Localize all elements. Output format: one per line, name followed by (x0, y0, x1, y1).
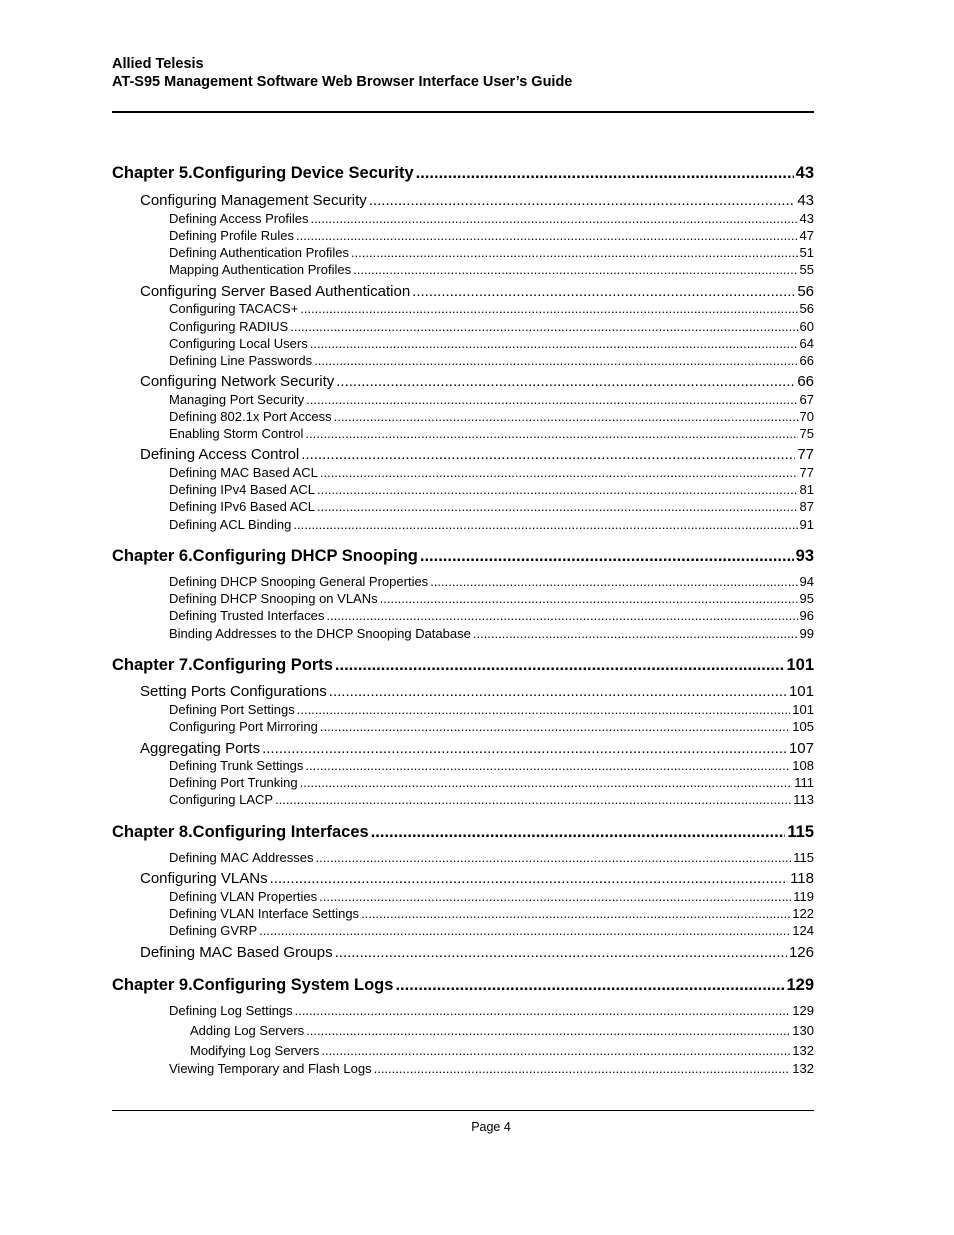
toc-entry-title: Aggregating Ports (140, 740, 261, 757)
dot-leader (353, 262, 797, 278)
toc-entry-page: 67 (799, 392, 814, 407)
toc-entry-title: Defining GVRP (169, 923, 258, 938)
dot-leader (335, 944, 787, 962)
toc-chapter-entry[interactable] (112, 975, 814, 995)
dot-leader (310, 336, 798, 352)
toc-subsection-entry[interactable] (169, 426, 814, 442)
toc-entry-page: 130 (792, 1023, 814, 1038)
toc-subsection-entry[interactable] (190, 1043, 814, 1059)
toc-entry-title: Defining Profile Rules (169, 228, 295, 243)
toc-entry-title: Chapter 7.Configuring Ports (112, 656, 333, 674)
toc-entry-page: 96 (799, 608, 814, 623)
dot-leader (295, 1003, 791, 1019)
toc-subsection-entry[interactable] (169, 353, 814, 369)
toc-entry-page: 107 (788, 740, 814, 757)
toc-entry-title: Defining Line Passwords (169, 353, 313, 368)
dot-leader (301, 446, 795, 464)
dot-leader (319, 889, 791, 905)
toc-entry-title: Defining ACL Binding (169, 517, 292, 532)
dot-leader (259, 923, 790, 939)
toc-entry-title: Defining VLAN Interface Settings (169, 906, 360, 921)
toc-entry-page: 119 (793, 889, 814, 904)
toc-entry-title: Configuring Port Mirroring (169, 719, 318, 734)
toc-entry-title: Defining MAC Addresses (169, 850, 314, 865)
toc-entry-page: 47 (799, 228, 814, 243)
toc-entry-page: 111 (794, 775, 814, 790)
toc-entry-page: 94 (799, 574, 814, 589)
toc-section-entry[interactable] (140, 944, 814, 962)
toc-entry-page: 118 (790, 870, 814, 887)
dot-leader (416, 163, 794, 183)
dot-leader (395, 975, 784, 995)
toc-subsection-entry[interactable] (169, 262, 814, 278)
dot-leader (430, 574, 797, 590)
toc-entry-page: 77 (797, 446, 814, 463)
toc-entry-title: Setting Ports Configurations (140, 683, 327, 700)
toc-subsection-entry[interactable] (169, 719, 814, 735)
toc-entry-title: Defining IPv6 Based ACL (169, 499, 315, 514)
toc-section-entry[interactable] (140, 192, 814, 210)
toc-entry-page: 95 (799, 591, 814, 606)
dot-leader (300, 775, 793, 791)
toc-subsection-entry[interactable] (169, 1003, 814, 1019)
toc-chapter-entry[interactable] (112, 655, 814, 675)
toc-section-entry[interactable] (140, 283, 814, 301)
toc-entry-title: Chapter 6.Configuring DHCP Snooping (112, 547, 418, 565)
dot-leader (305, 758, 790, 774)
toc-subsection-entry[interactable] (169, 517, 814, 533)
toc-subsection-entry[interactable] (169, 626, 814, 642)
toc-subsection-entry[interactable] (169, 758, 814, 774)
page-header (112, 55, 814, 91)
toc-subsection-entry[interactable] (169, 608, 814, 624)
toc-entry-title: Configuring Server Based Authentication (140, 283, 411, 300)
toc-entry-title: Configuring LACP (169, 792, 274, 807)
toc-entry-title: Configuring Management Security (140, 192, 367, 209)
toc-section-entry[interactable] (140, 446, 814, 464)
toc-chapter-entry[interactable] (112, 163, 814, 183)
toc-entry-title: Binding Addresses to the DHCP Snooping Database (169, 626, 471, 641)
toc-entry-title: Defining MAC Based ACL (169, 465, 318, 480)
toc-subsection-entry[interactable] (169, 574, 814, 590)
dot-leader (412, 283, 795, 301)
toc-entry-title: Defining Port Trunking (169, 775, 298, 790)
toc-entry-page: 115 (787, 823, 814, 841)
toc-entry-page: 56 (799, 301, 814, 316)
toc-entry-title: Enabling Storm Control (169, 426, 304, 441)
toc-entry-page: 81 (799, 482, 814, 497)
dot-leader (262, 740, 787, 758)
page-number: Page 4 (471, 1120, 511, 1134)
toc-entry-page: 43 (797, 192, 814, 209)
toc-entry-title: Defining Access Profiles (169, 211, 309, 226)
toc-entry-title: Defining Port Settings (169, 702, 295, 717)
toc-entry-page: 51 (799, 245, 814, 260)
dot-leader (369, 192, 796, 210)
toc-entry-title: Defining DHCP Snooping on VLANs (169, 591, 378, 606)
toc-entry-page: 101 (792, 702, 814, 717)
toc-subsection-entry[interactable] (169, 1061, 814, 1077)
dot-leader (473, 626, 798, 642)
toc-entry-title: Managing Port Security (169, 392, 305, 407)
toc-entry-page: 129 (792, 1003, 814, 1018)
toc-entry-title: Defining Access Control (140, 446, 300, 463)
toc-subsection-entry[interactable] (169, 906, 814, 922)
toc-entry-page: 132 (792, 1061, 814, 1076)
toc-subsection-entry[interactable] (169, 228, 814, 244)
dot-leader (335, 655, 785, 675)
dot-leader (297, 702, 791, 718)
toc-entry-title: Configuring TACACS+ (169, 301, 299, 316)
toc-entry-title: Defining MAC Based Groups (140, 944, 333, 961)
toc-entry-page: 124 (792, 923, 814, 938)
toc-entry-page: 66 (799, 353, 814, 368)
toc-entry-page: 126 (788, 944, 814, 961)
dot-leader (290, 319, 797, 335)
dot-leader (336, 373, 795, 391)
toc-entry-title: Modifying Log Servers (190, 1043, 320, 1058)
toc-entry-page: 132 (792, 1043, 814, 1058)
toc-subsection-entry[interactable] (169, 792, 814, 808)
toc-entry-page: 87 (799, 499, 814, 514)
dot-leader (320, 465, 798, 481)
toc-subsection-entry[interactable] (169, 591, 814, 607)
toc-entry-title: Adding Log Servers (190, 1023, 305, 1038)
toc-entry-page: 56 (797, 283, 814, 300)
toc-entry-title: Configuring RADIUS (169, 319, 289, 334)
toc-subsection-entry[interactable] (169, 850, 814, 866)
toc-entry-page: 43 (795, 164, 814, 182)
toc-entry-page: 122 (792, 906, 814, 921)
guide-title: AT-S95 Management Software Web Browser Interface User’s Guide (112, 74, 573, 90)
toc-entry-page: 55 (799, 262, 814, 277)
toc-entry-title: Chapter 8.Configuring Interfaces (112, 823, 369, 841)
toc-subsection-entry[interactable] (169, 465, 814, 481)
dot-leader (296, 228, 798, 244)
toc-entry-title: Defining Authentication Profiles (169, 245, 349, 260)
dot-leader (293, 517, 797, 533)
toc-subsection-entry[interactable] (169, 211, 814, 227)
dot-leader (361, 906, 790, 922)
toc-subsection-entry[interactable] (190, 1023, 814, 1039)
toc-entry-title: Defining Trunk Settings (169, 758, 304, 773)
toc-entry-title: Defining IPv4 Based ACL (169, 482, 315, 497)
footer-rule (112, 1110, 814, 1111)
toc-subsection-entry[interactable] (169, 409, 814, 425)
toc-entry-title: Mapping Authentication Profiles (169, 262, 352, 277)
dot-leader (316, 850, 792, 866)
toc-subsection-entry[interactable] (169, 245, 814, 261)
toc-subsection-entry[interactable] (169, 889, 814, 905)
toc-entry-page: 77 (799, 465, 814, 480)
toc-entry-title: Configuring VLANs (140, 870, 268, 887)
toc-entry-page: 64 (799, 336, 814, 351)
dot-leader (310, 211, 797, 227)
toc-subsection-entry[interactable] (169, 923, 814, 939)
toc-chapter-entry[interactable] (112, 546, 814, 566)
dot-leader (314, 353, 797, 369)
toc-section-entry[interactable] (140, 683, 814, 701)
dot-leader (306, 1023, 790, 1039)
toc-entry-title: Defining DHCP Snooping General Properties (169, 574, 429, 589)
toc-entry-page: 115 (793, 850, 814, 865)
dot-leader (300, 301, 797, 317)
toc-entry-title: Defining Log Settings (169, 1003, 293, 1018)
toc-entry-title: Viewing Temporary and Flash Logs (169, 1061, 372, 1076)
toc-entry-page: 105 (792, 719, 814, 734)
toc-entry-page: 129 (786, 976, 814, 994)
toc-section-entry[interactable] (140, 740, 814, 758)
dot-leader (334, 409, 798, 425)
dot-leader (320, 719, 790, 735)
toc-entry-title: Configuring Local Users (169, 336, 308, 351)
toc-entry-page: 60 (799, 319, 814, 334)
toc-entry-page: 66 (797, 373, 814, 390)
toc-section-entry[interactable] (140, 373, 814, 391)
toc-entry-page: 113 (793, 792, 814, 807)
dot-leader (420, 546, 794, 566)
toc-subsection-entry[interactable] (169, 301, 814, 317)
dot-leader (305, 426, 797, 442)
dot-leader (317, 499, 798, 515)
dot-leader (306, 392, 797, 408)
header-rule (112, 111, 814, 113)
toc-entry-page: 108 (792, 758, 814, 773)
toc-subsection-entry[interactable] (169, 482, 814, 498)
toc-entry-page: 75 (799, 426, 814, 441)
toc-entry-title: Chapter 9.Configuring System Logs (112, 976, 394, 994)
toc-entry-title: Defining VLAN Properties (169, 889, 318, 904)
toc-entry-page: 99 (799, 626, 814, 641)
toc-subsection-entry[interactable] (169, 702, 814, 718)
toc-entry-page: 70 (799, 409, 814, 424)
toc-entry-page: 43 (799, 211, 814, 226)
toc-subsection-entry[interactable] (169, 319, 814, 335)
toc-entry-title: Defining Trusted Interfaces (169, 608, 325, 623)
toc-subsection-entry[interactable] (169, 499, 814, 515)
toc-entry-page: 101 (788, 683, 814, 700)
toc-entry-page: 101 (786, 656, 814, 674)
toc-subsection-entry[interactable] (169, 775, 814, 791)
dot-leader (351, 245, 798, 261)
company-name: Allied Telesis (112, 56, 204, 72)
toc-entry-title: Configuring Network Security (140, 373, 335, 390)
dot-leader (321, 1043, 790, 1059)
toc-chapter-entry[interactable] (112, 822, 814, 842)
toc-entry-page: 91 (799, 517, 814, 532)
dot-leader (374, 1061, 791, 1077)
dot-leader (326, 608, 797, 624)
toc-entry-title: Defining 802.1x Port Access (169, 409, 332, 424)
dot-leader (317, 482, 798, 498)
dot-leader (371, 822, 786, 842)
toc-entry-title: Chapter 5.Configuring Device Security (112, 164, 414, 182)
dot-leader (329, 683, 787, 701)
toc-section-entry[interactable] (140, 870, 814, 888)
dot-leader (270, 870, 789, 888)
toc-subsection-entry[interactable] (169, 336, 814, 352)
toc-subsection-entry[interactable] (169, 392, 814, 408)
toc-entry-page: 93 (795, 547, 814, 565)
dot-leader (275, 792, 791, 808)
dot-leader (380, 591, 798, 607)
